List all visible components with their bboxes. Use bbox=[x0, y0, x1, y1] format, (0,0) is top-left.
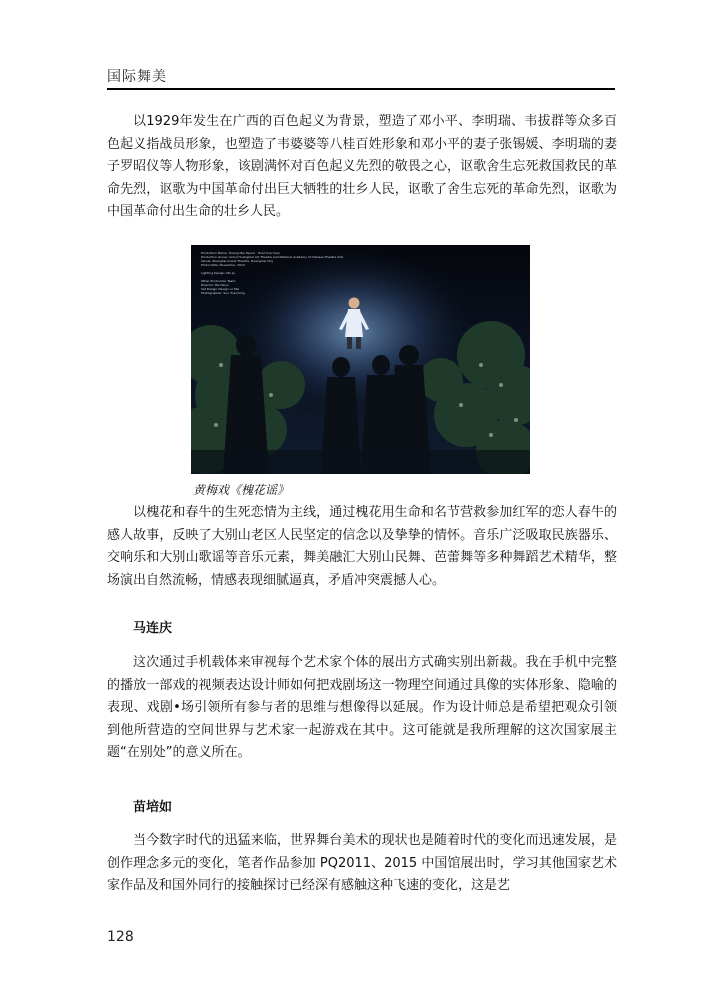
credit-line: Venue: Shanghai Grand Theatre, Huangmei City bbox=[201, 259, 274, 263]
credit-line: Other Production Team: bbox=[201, 279, 237, 283]
paragraph-huaihua bbox=[107, 502, 617, 592]
header-rule bbox=[107, 88, 615, 90]
credit-line: Set Design Design: Li Mei bbox=[201, 287, 240, 291]
paragraph-text: 这次通过手机载体来审视每个艺术家个体的展出方式确实别出新裁。我在手机中完整的播放一部戏的视频表达设计师如何把戏剧场这一物理空间通过具像的实体形象、隐喻的表现、戏剧•场引领所有参与者的思维与想像得以延展。作为设计师总是希望把观众引领到他所营造的空间世界与艺术家一起游戏在其中。这可能就是我所理解的这次国家展主题“在别处”的意义所在。 bbox=[107, 655, 617, 760]
paragraph-baise-uprising bbox=[107, 111, 617, 224]
photo-caption: 黄梅戏《槐花谣》 bbox=[193, 483, 290, 497]
credit-line: Photo Date: November, 2014 bbox=[201, 263, 245, 267]
credit-line: Photographer: Sun Yuanming bbox=[201, 291, 245, 295]
paragraph-text: 以槐花和春牛的生死恋情为主线，通过槐花用生命和名节营救参加红军的恋人春牛的感人故事，反映了大别山老区人民坚定的信念以及挚挚的情怀。音乐广泛吸取民族器乐、交响乐和大别山歌谣等音乐元素，舞美融汇大别山民舞、芭蕾舞等多种舞蹈艺术精华，整场演出自然流畅，情感表现细腻逼真，矛盾冲突震撼人心。 bbox=[107, 505, 617, 588]
page-number: 128 bbox=[107, 929, 134, 945]
paragraph-text: 当今数字时代的迅猛来临，世界舞台美术的现状也是随着时代的变化而迅速发展，是创作理念多元的变化，笔者作品参加 PQ2011、2015 中国馆展出时，学习其他国家艺术家作品及和国外同行的接触探讨已经深有感触这种飞速的变化，这是艺 bbox=[107, 833, 617, 893]
speaker-name: 马连庆 bbox=[133, 621, 173, 636]
stage-floor bbox=[191, 450, 530, 474]
credit-line: Director: Pei Haiyo bbox=[201, 283, 229, 287]
credit-line: Production Name: Huang Mei Opera · Huai Hua Yuan bbox=[201, 251, 280, 255]
paragraph-miao-peiru bbox=[107, 830, 617, 898]
paragraph-text: 以1929年发生在广西的百色起义为背景，塑造了邓小平、李明瑞、韦拔群等众多百色起义指战员形象，也塑造了韦婆婆等八桂百姓形象和邓小平的妻子张锡媛、李明瑞的妻子罗昭仪等人物形象，该剧满怀对百色起义先烈的敬畏之心，讴歌舍生忘死救国救民的革命先烈，讴歌为中国革命付出巨大牺牲的壮乡人民，讴歌了舍生忘死的革命先烈，讴歌为中国革命付出生命的壮乡人民。 bbox=[107, 114, 617, 219]
header-title: 国际舞美 bbox=[107, 69, 167, 85]
credit-line: Production Group: Anhui Huangmei Art Theatre and National Academy of Chinese Theatre Arts bbox=[201, 255, 344, 259]
credit-line: Lighting Design: Ma Ly bbox=[201, 271, 235, 275]
paragraph-ma-lianqing bbox=[107, 652, 617, 765]
stage-photo bbox=[191, 245, 530, 474]
running-header bbox=[107, 66, 615, 86]
speaker-name: 苗培如 bbox=[133, 800, 173, 815]
